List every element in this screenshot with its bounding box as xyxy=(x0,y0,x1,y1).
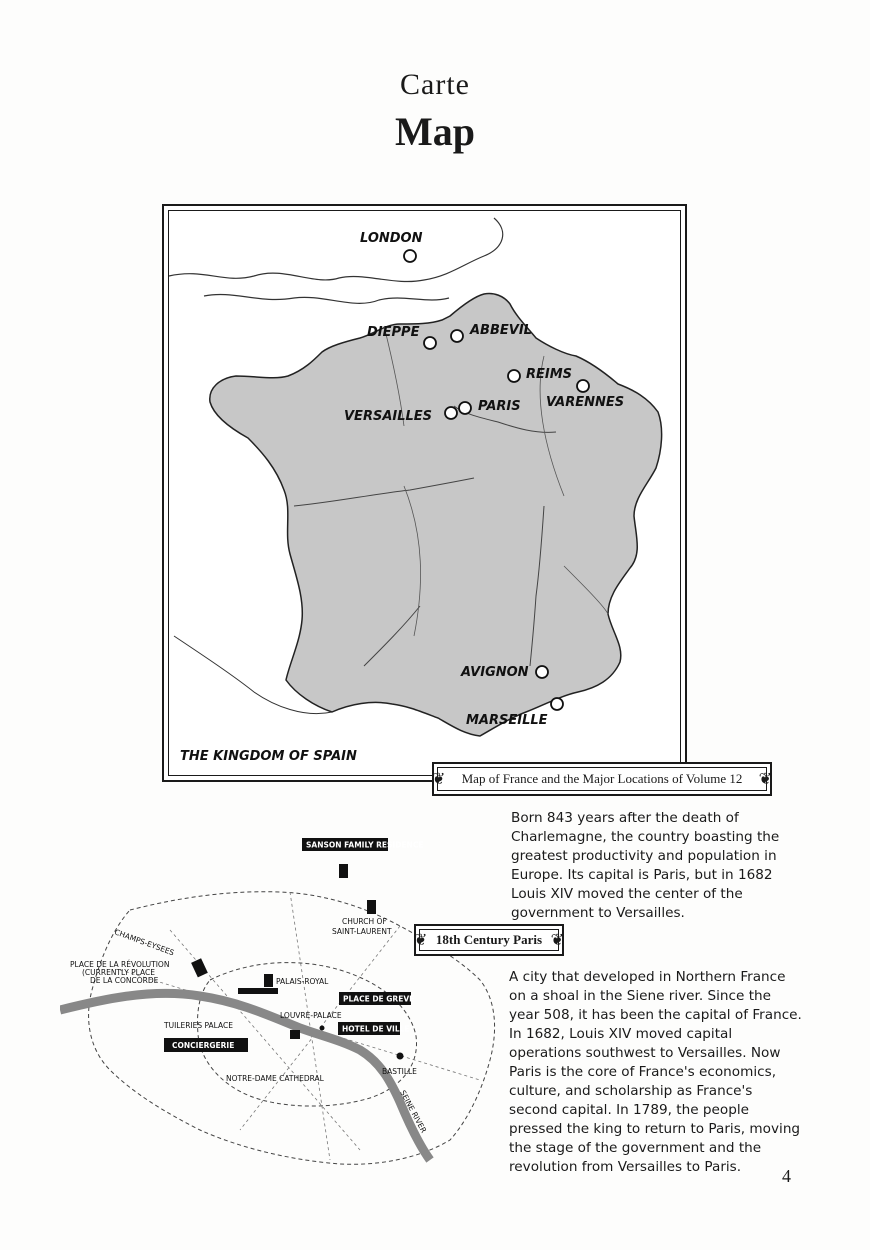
varennes-label: VARENNES xyxy=(546,395,625,410)
church-saint-laurent xyxy=(367,900,376,914)
avignon-label: AVIGNON xyxy=(461,665,529,680)
tuileries-label: TUILERIES PALACE xyxy=(164,1021,234,1030)
page-number: 4 xyxy=(782,1166,791,1186)
france-landmass xyxy=(210,293,662,736)
louvre-building xyxy=(238,988,278,994)
paris-ornament-right-icon: ❦ xyxy=(550,930,564,949)
marseille-label: MARSEILLE xyxy=(466,713,548,728)
place-label-3: DE LA CONCORDE xyxy=(90,976,159,985)
varennes-marker xyxy=(577,380,589,392)
conciergerie-building xyxy=(290,1030,300,1039)
avignon-marker xyxy=(536,666,548,678)
conciergerie-label: CONCIERGERIE xyxy=(172,1041,235,1050)
marseille-marker xyxy=(551,698,563,710)
london-marker xyxy=(404,250,416,262)
france-map-caption xyxy=(432,762,772,796)
france-map-svg xyxy=(164,206,685,780)
hotel-de-ville-dot xyxy=(320,1026,325,1031)
seine-label: SEINE RIVER xyxy=(398,1088,429,1135)
place-label-2: (CURRENTLY PLACE xyxy=(82,968,156,977)
sanson-label: SANSON FAMILY RESIDENCE xyxy=(306,840,424,850)
france-description: Born 843 years after the death of Charlemagne, the country boasting the greatest productivity and population in Europe. Its capital is Paris, but in 1682 Louis XIV moved the center of the government to Versailles. xyxy=(511,810,780,921)
sanson-residence xyxy=(339,864,348,878)
ornament-right-icon: ❦ xyxy=(758,769,772,788)
paris-description: A city that developed in Northern France on a shoal in the Siene river. Since the year 508, it has been the capital of France. In 1682, Louis XIV moved capital operations southwest to Versailles. Now Paris is the core of France's economics, culture, and scholarship as France's second capital. In 1789, the people pressed the king to return to Paris, moving the stage of the government and the revolution from Versailles to Paris. xyxy=(509,969,802,1175)
abbeville-label: ABBEVIL xyxy=(470,323,532,338)
abbeville-marker xyxy=(451,330,463,342)
paris-label: PARIS xyxy=(478,399,521,414)
bastille-dot xyxy=(397,1053,404,1060)
france-map xyxy=(162,204,687,782)
england-coast xyxy=(169,218,503,282)
england-south-coast xyxy=(204,294,449,303)
france-map-caption-text: Map of France and the Major Locations of Volume 12 xyxy=(461,771,743,786)
notre-dame-label: NOTRE-DAME CATHEDRAL xyxy=(226,1074,324,1083)
paris-ornament-left-icon: ❦ xyxy=(414,930,428,949)
dieppe-marker xyxy=(424,337,436,349)
paris-map-caption xyxy=(414,924,564,956)
page-subtitle: Carte xyxy=(400,68,470,101)
page-title: Map xyxy=(395,109,475,154)
church-label-1: CHURCH OF xyxy=(342,917,387,926)
place-label-1: PLACE DE LA RÉVOLUTION xyxy=(70,960,170,969)
reims-label: REIMS xyxy=(526,367,573,382)
london-label: LONDON xyxy=(360,231,423,246)
spain-label: THE KINGDOM OF SPAIN xyxy=(180,749,357,764)
louvre-label: LOUVRE-PALACE xyxy=(280,1011,342,1020)
palais-royal-building xyxy=(264,974,273,987)
champs-label: CHAMPS-EYSEES xyxy=(113,927,176,958)
church-label-2: SAINT-LAURENT xyxy=(332,927,392,936)
paris-map-caption-text: 18th Century Paris xyxy=(435,932,543,947)
versailles-label: VERSAILLES xyxy=(344,409,433,424)
palais-label: PALAIS-ROYAL xyxy=(276,977,329,986)
place-revolution-building xyxy=(191,958,208,977)
greve-label: PLACE DE GREVE xyxy=(343,994,415,1004)
hotel-label: HOTEL DE VILLE xyxy=(342,1024,410,1034)
dieppe-label: DIEPPE xyxy=(367,325,420,340)
versailles-marker xyxy=(445,407,457,419)
paris-map xyxy=(60,830,500,1170)
reims-marker xyxy=(508,370,520,382)
ornament-left-icon: ❦ xyxy=(432,769,446,788)
paris-marker xyxy=(459,402,471,414)
bastille-label: BASTILLE xyxy=(382,1067,417,1076)
